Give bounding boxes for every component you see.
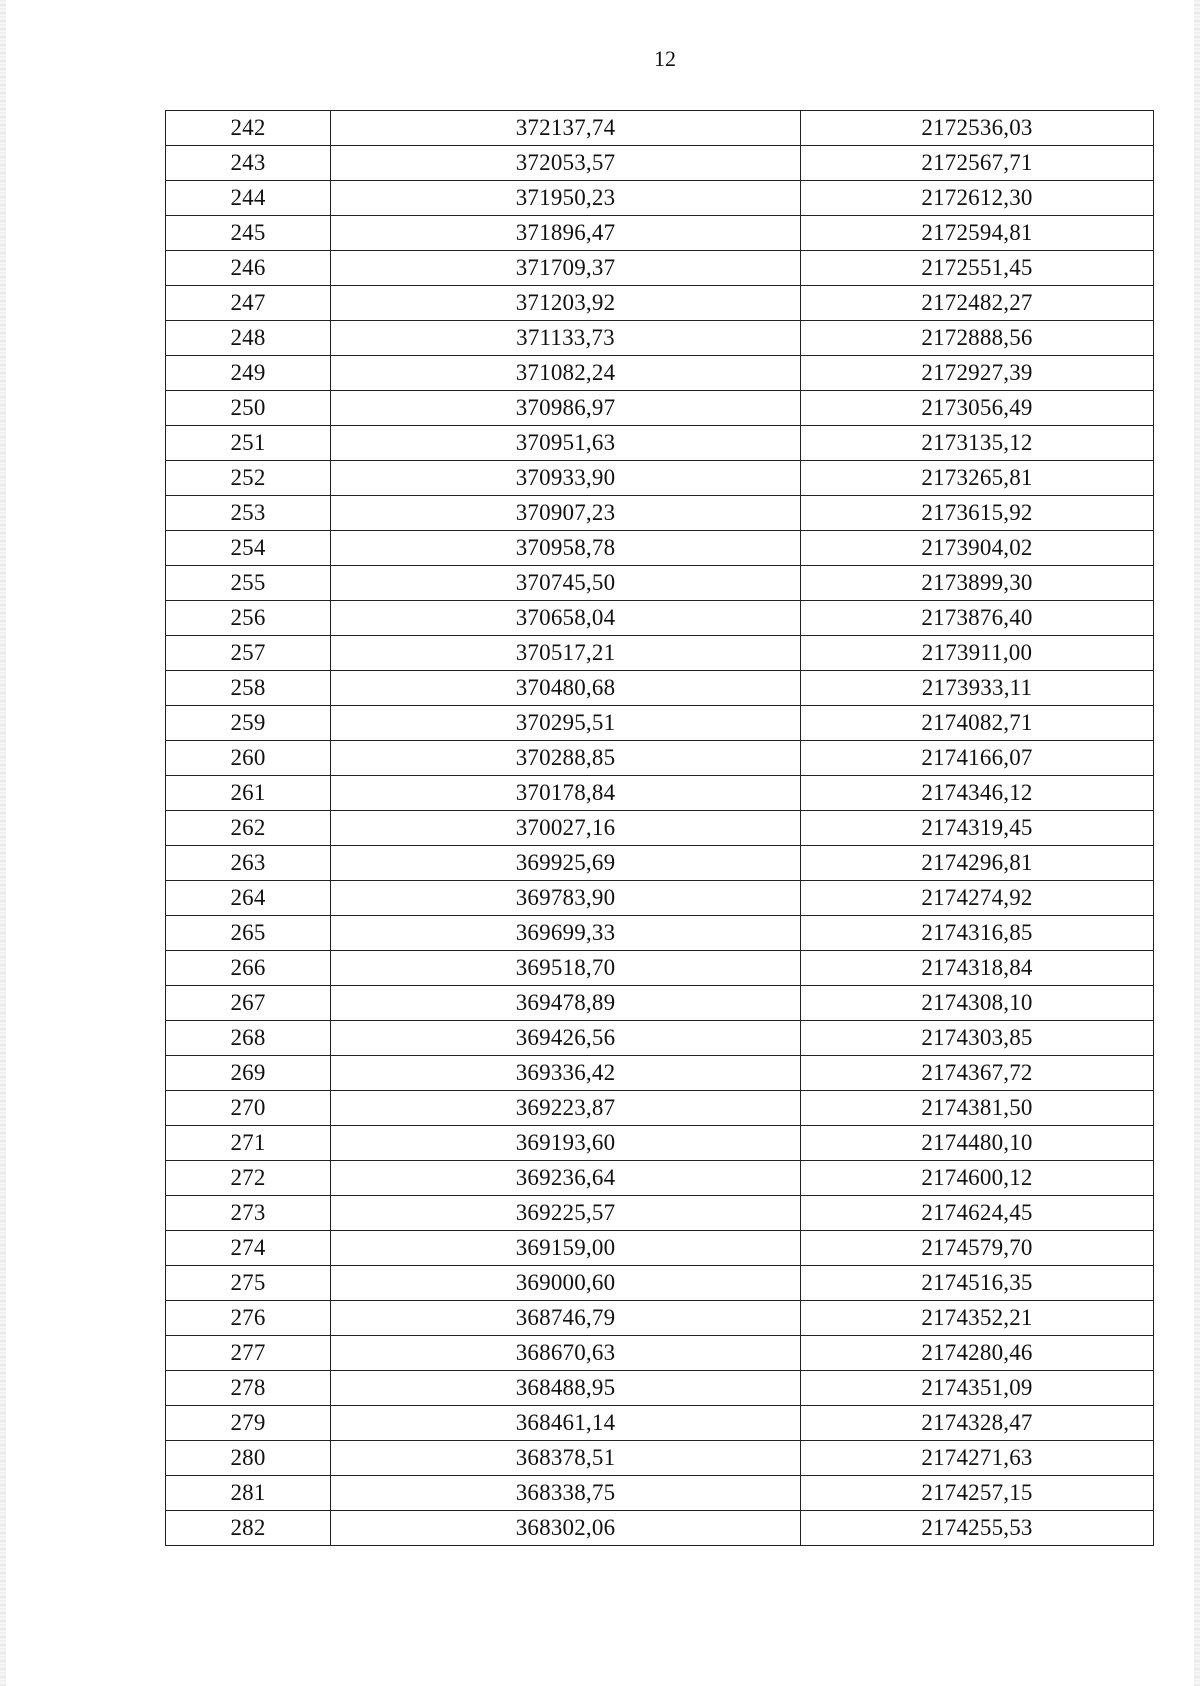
table-row	[166, 216, 1154, 251]
x-coordinate-cell: 368378,51	[331, 1441, 801, 1476]
y-coordinate-cell: 2174255,53	[801, 1511, 1154, 1546]
point-number-cell: 243	[166, 146, 331, 181]
table-row	[166, 1126, 1154, 1161]
y-coordinate-cell: 2174624,45	[801, 1196, 1154, 1231]
table-row	[166, 496, 1154, 531]
x-coordinate-cell: 369518,70	[331, 951, 801, 986]
table-row	[166, 881, 1154, 916]
point-number-cell: 252	[166, 461, 331, 496]
point-number-cell: 278	[166, 1371, 331, 1406]
y-coordinate-cell: 2174346,12	[801, 776, 1154, 811]
x-coordinate-cell: 368338,75	[331, 1476, 801, 1511]
point-number-cell: 277	[166, 1336, 331, 1371]
point-number-cell: 245	[166, 216, 331, 251]
table-row	[166, 1161, 1154, 1196]
point-number-cell: 261	[166, 776, 331, 811]
y-coordinate-cell: 2174352,21	[801, 1301, 1154, 1336]
y-coordinate-cell: 2172482,27	[801, 286, 1154, 321]
x-coordinate-cell: 369783,90	[331, 881, 801, 916]
point-number-cell: 259	[166, 706, 331, 741]
x-coordinate-cell: 371709,37	[331, 251, 801, 286]
x-coordinate-cell: 369426,56	[331, 1021, 801, 1056]
point-number-cell: 275	[166, 1266, 331, 1301]
x-coordinate-cell: 369336,42	[331, 1056, 801, 1091]
point-number-cell: 244	[166, 181, 331, 216]
point-number-cell: 276	[166, 1301, 331, 1336]
y-coordinate-cell: 2174303,85	[801, 1021, 1154, 1056]
table-row	[166, 1196, 1154, 1231]
table-row	[166, 286, 1154, 321]
coordinates-table-body	[166, 111, 1154, 1546]
table-row	[166, 251, 1154, 286]
table-row	[166, 1406, 1154, 1441]
x-coordinate-cell: 370178,84	[331, 776, 801, 811]
scan-edge-right	[1194, 0, 1200, 1686]
point-number-cell: 247	[166, 286, 331, 321]
coordinates-table-container	[165, 110, 1153, 1546]
x-coordinate-cell: 370658,04	[331, 601, 801, 636]
y-coordinate-cell: 2173911,00	[801, 636, 1154, 671]
x-coordinate-cell: 370933,90	[331, 461, 801, 496]
point-number-cell: 264	[166, 881, 331, 916]
y-coordinate-cell: 2174271,63	[801, 1441, 1154, 1476]
x-coordinate-cell: 370288,85	[331, 741, 801, 776]
x-coordinate-cell: 369193,60	[331, 1126, 801, 1161]
point-number-cell: 281	[166, 1476, 331, 1511]
x-coordinate-cell: 371896,47	[331, 216, 801, 251]
table-row	[166, 1476, 1154, 1511]
table-row	[166, 951, 1154, 986]
point-number-cell: 266	[166, 951, 331, 986]
table-row	[166, 111, 1154, 146]
point-number-cell: 268	[166, 1021, 331, 1056]
y-coordinate-cell: 2174381,50	[801, 1091, 1154, 1126]
x-coordinate-cell: 369000,60	[331, 1266, 801, 1301]
y-coordinate-cell: 2173615,92	[801, 496, 1154, 531]
y-coordinate-cell: 2173904,02	[801, 531, 1154, 566]
y-coordinate-cell: 2174328,47	[801, 1406, 1154, 1441]
point-number-cell: 260	[166, 741, 331, 776]
x-coordinate-cell: 369699,33	[331, 916, 801, 951]
x-coordinate-cell: 370986,97	[331, 391, 801, 426]
table-row	[166, 181, 1154, 216]
table-row	[166, 426, 1154, 461]
y-coordinate-cell: 2174480,10	[801, 1126, 1154, 1161]
table-row	[166, 706, 1154, 741]
x-coordinate-cell: 368302,06	[331, 1511, 801, 1546]
x-coordinate-cell: 370480,68	[331, 671, 801, 706]
point-number-cell: 258	[166, 671, 331, 706]
point-number-cell: 262	[166, 811, 331, 846]
coordinates-table	[165, 110, 1154, 1546]
point-number-cell: 255	[166, 566, 331, 601]
x-coordinate-cell: 370517,21	[331, 636, 801, 671]
y-coordinate-cell: 2174579,70	[801, 1231, 1154, 1266]
y-coordinate-cell: 2174351,09	[801, 1371, 1154, 1406]
table-row	[166, 636, 1154, 671]
y-coordinate-cell: 2174316,85	[801, 916, 1154, 951]
x-coordinate-cell: 370027,16	[331, 811, 801, 846]
table-row	[166, 1371, 1154, 1406]
table-row	[166, 986, 1154, 1021]
point-number-cell: 250	[166, 391, 331, 426]
y-coordinate-cell: 2173933,11	[801, 671, 1154, 706]
table-row	[166, 776, 1154, 811]
table-row	[166, 1266, 1154, 1301]
table-row	[166, 1091, 1154, 1126]
table-row	[166, 566, 1154, 601]
point-number-cell: 267	[166, 986, 331, 1021]
point-number-cell: 242	[166, 111, 331, 146]
table-row	[166, 916, 1154, 951]
table-row	[166, 1511, 1154, 1546]
table-row	[166, 531, 1154, 566]
point-number-cell: 279	[166, 1406, 331, 1441]
y-coordinate-cell: 2174280,46	[801, 1336, 1154, 1371]
y-coordinate-cell: 2174257,15	[801, 1476, 1154, 1511]
point-number-cell: 257	[166, 636, 331, 671]
y-coordinate-cell: 2174082,71	[801, 706, 1154, 741]
table-row	[166, 391, 1154, 426]
x-coordinate-cell: 371203,92	[331, 286, 801, 321]
x-coordinate-cell: 368746,79	[331, 1301, 801, 1336]
point-number-cell: 248	[166, 321, 331, 356]
y-coordinate-cell: 2172567,71	[801, 146, 1154, 181]
y-coordinate-cell: 2173265,81	[801, 461, 1154, 496]
table-row	[166, 146, 1154, 181]
table-row	[166, 811, 1154, 846]
y-coordinate-cell: 2173135,12	[801, 426, 1154, 461]
point-number-cell: 282	[166, 1511, 331, 1546]
table-row	[166, 1336, 1154, 1371]
x-coordinate-cell: 369223,87	[331, 1091, 801, 1126]
y-coordinate-cell: 2172594,81	[801, 216, 1154, 251]
point-number-cell: 256	[166, 601, 331, 636]
table-row	[166, 1301, 1154, 1336]
point-number-cell: 254	[166, 531, 331, 566]
table-row	[166, 1231, 1154, 1266]
point-number-cell: 246	[166, 251, 331, 286]
point-number-cell: 270	[166, 1091, 331, 1126]
x-coordinate-cell: 369236,64	[331, 1161, 801, 1196]
y-coordinate-cell: 2174166,07	[801, 741, 1154, 776]
x-coordinate-cell: 371133,73	[331, 321, 801, 356]
x-coordinate-cell: 369225,57	[331, 1196, 801, 1231]
y-coordinate-cell: 2174296,81	[801, 846, 1154, 881]
x-coordinate-cell: 370951,63	[331, 426, 801, 461]
point-number-cell: 269	[166, 1056, 331, 1091]
table-row	[166, 1441, 1154, 1476]
point-number-cell: 253	[166, 496, 331, 531]
point-number-cell: 272	[166, 1161, 331, 1196]
x-coordinate-cell: 368488,95	[331, 1371, 801, 1406]
x-coordinate-cell: 369925,69	[331, 846, 801, 881]
y-coordinate-cell: 2173056,49	[801, 391, 1154, 426]
x-coordinate-cell: 369478,89	[331, 986, 801, 1021]
point-number-cell: 280	[166, 1441, 331, 1476]
table-row	[166, 1056, 1154, 1091]
x-coordinate-cell: 369159,00	[331, 1231, 801, 1266]
page-number: 12	[654, 46, 676, 71]
x-coordinate-cell: 370745,50	[331, 566, 801, 601]
x-coordinate-cell: 370958,78	[331, 531, 801, 566]
y-coordinate-cell: 2174318,84	[801, 951, 1154, 986]
y-coordinate-cell: 2174516,35	[801, 1266, 1154, 1301]
point-number-cell: 271	[166, 1126, 331, 1161]
point-number-cell: 263	[166, 846, 331, 881]
x-coordinate-cell: 372137,74	[331, 111, 801, 146]
point-number-cell: 249	[166, 356, 331, 391]
table-row	[166, 601, 1154, 636]
y-coordinate-cell: 2174600,12	[801, 1161, 1154, 1196]
table-row	[166, 846, 1154, 881]
table-row	[166, 741, 1154, 776]
y-coordinate-cell: 2174319,45	[801, 811, 1154, 846]
x-coordinate-cell: 371082,24	[331, 356, 801, 391]
y-coordinate-cell: 2173876,40	[801, 601, 1154, 636]
point-number-cell: 265	[166, 916, 331, 951]
x-coordinate-cell: 372053,57	[331, 146, 801, 181]
table-row	[166, 321, 1154, 356]
y-coordinate-cell: 2172551,45	[801, 251, 1154, 286]
y-coordinate-cell: 2174367,72	[801, 1056, 1154, 1091]
scan-edge-left	[0, 0, 6, 1686]
point-number-cell: 251	[166, 426, 331, 461]
y-coordinate-cell: 2173899,30	[801, 566, 1154, 601]
table-row	[166, 1021, 1154, 1056]
y-coordinate-cell: 2172888,56	[801, 321, 1154, 356]
y-coordinate-cell: 2172536,03	[801, 111, 1154, 146]
y-coordinate-cell: 2172612,30	[801, 181, 1154, 216]
x-coordinate-cell: 368461,14	[331, 1406, 801, 1441]
table-row	[166, 461, 1154, 496]
y-coordinate-cell: 2172927,39	[801, 356, 1154, 391]
x-coordinate-cell: 368670,63	[331, 1336, 801, 1371]
x-coordinate-cell: 370295,51	[331, 706, 801, 741]
table-row	[166, 356, 1154, 391]
x-coordinate-cell: 370907,23	[331, 496, 801, 531]
table-row	[166, 671, 1154, 706]
point-number-cell: 274	[166, 1231, 331, 1266]
y-coordinate-cell: 2174274,92	[801, 881, 1154, 916]
point-number-cell: 273	[166, 1196, 331, 1231]
x-coordinate-cell: 371950,23	[331, 181, 801, 216]
y-coordinate-cell: 2174308,10	[801, 986, 1154, 1021]
